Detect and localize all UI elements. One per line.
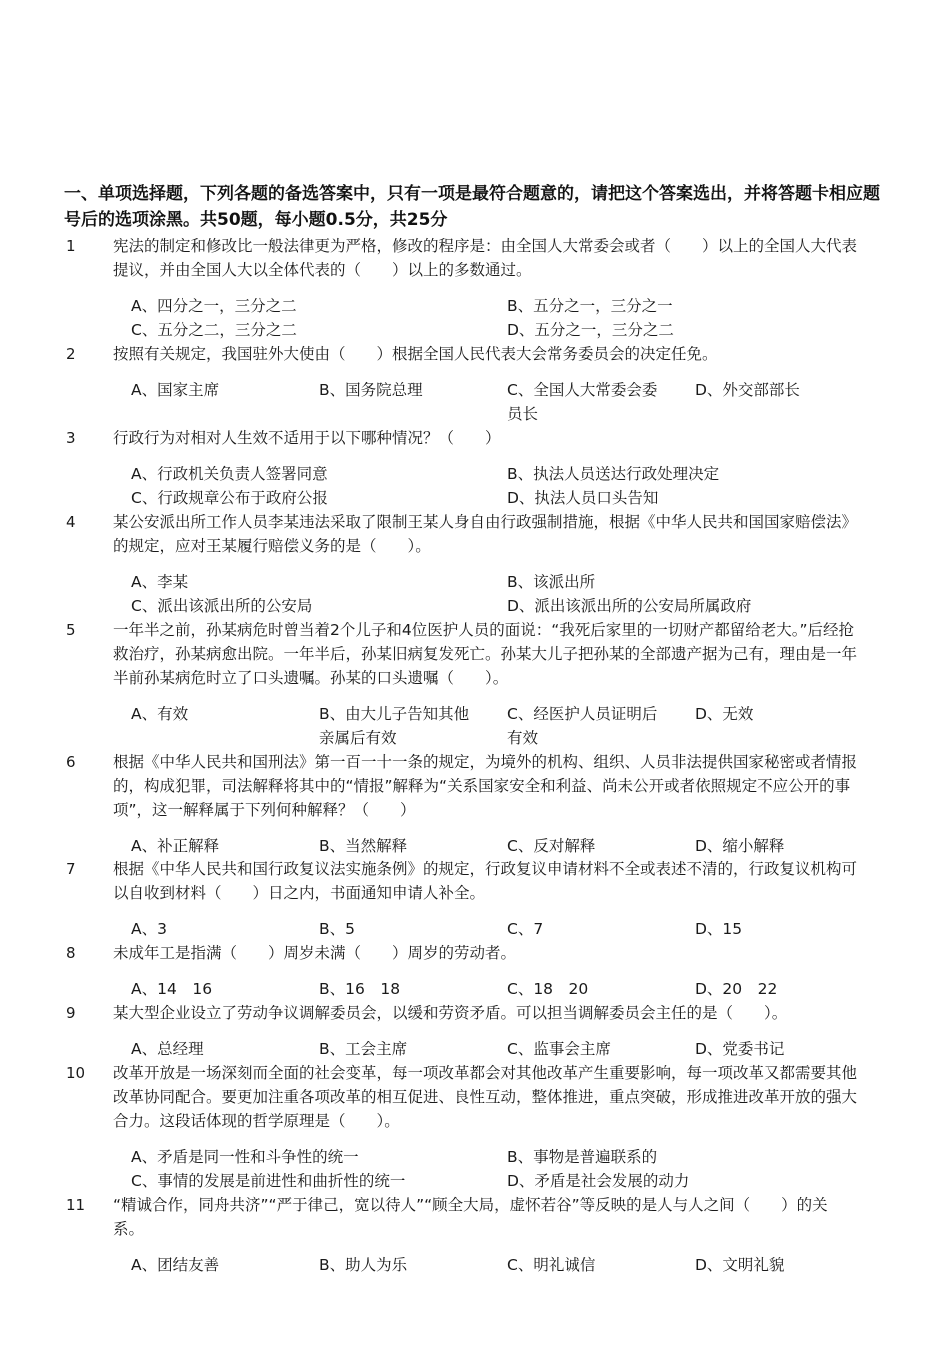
option-d[interactable]: D、15 — [695, 920, 743, 938]
question-number: 9 — [66, 1004, 76, 1022]
option-c[interactable]: C、五分之二，三分之二 — [131, 321, 297, 339]
question-text: “精诚合作，同舟共济”“严于律己，宽以待人”“顾全大局，虚怀若谷”等反映的是人与人之间（ ）的关系。 — [113, 1196, 828, 1238]
option-b[interactable]: B、五分之一，三分之一 — [507, 297, 673, 315]
option-a[interactable]: A、3 — [131, 920, 167, 938]
question-number: 8 — [66, 944, 76, 962]
question-number: 7 — [66, 860, 76, 878]
question-text: 某大型企业设立了劳动争议调解委员会，以缓和劳资矛盾。可以担当调解委员会主任的是（ ）。 — [113, 1004, 788, 1022]
question-number: 6 — [66, 753, 76, 771]
option-d[interactable]: D、派出该派出所的公安局所属政府 — [507, 597, 752, 615]
option-c[interactable]: C、派出该派出所的公安局 — [131, 597, 313, 615]
option-c[interactable]: C、经医护人员证明后有效 — [507, 705, 658, 747]
question-number: 3 — [66, 429, 76, 447]
option-a[interactable]: A、14 16 — [131, 980, 213, 998]
option-c[interactable]: C、反对解释 — [507, 837, 596, 855]
question-number: 10 — [66, 1064, 86, 1082]
option-a[interactable]: A、总经理 — [131, 1040, 204, 1058]
option-b[interactable]: B、工会主席 — [319, 1040, 408, 1058]
question-text: 未成年工是指满（ ）周岁未满（ ）周岁的劳动者。 — [113, 944, 517, 962]
option-c[interactable]: C、18 20 — [507, 980, 589, 998]
option-d[interactable]: D、缩小解释 — [695, 837, 785, 855]
option-c[interactable]: C、行政规章公布于政府公报 — [131, 489, 328, 507]
question-text: 行政行为对相对人生效不适用于以下哪种情况？（ ） — [113, 429, 501, 447]
option-d[interactable]: D、五分之一，三分之二 — [507, 321, 674, 339]
option-a[interactable]: A、行政机关负责人签署同意 — [131, 465, 328, 483]
option-b[interactable]: B、当然解释 — [319, 837, 408, 855]
option-d[interactable]: D、执法人员口头告知 — [507, 489, 659, 507]
question-text: 根据《中华人民共和国刑法》第一百一十一条的规定，为境外的机构、组织、人员非法提供国家秘密或者情报的，构成犯罪，司法解释将其中的“情报”解释为“关系国家安全和利益、尚未公开或者依照规定不应公开的事项”，这一解释属于下列何种解释？（ ） — [113, 753, 858, 819]
option-a[interactable]: A、矛盾是同一性和斗争性的统一 — [131, 1148, 359, 1166]
option-b[interactable]: B、国务院总理 — [319, 381, 423, 399]
option-b[interactable]: B、该派出所 — [507, 573, 596, 591]
question-number: 2 — [66, 345, 76, 363]
question-number: 4 — [66, 513, 76, 531]
option-b[interactable]: B、助人为乐 — [319, 1256, 408, 1274]
option-c[interactable]: C、事情的发展是前进性和曲折性的统一 — [131, 1172, 406, 1190]
option-a[interactable]: A、四分之一，三分之二 — [131, 297, 297, 315]
question-text: 根据《中华人民共和国行政复议法实施条例》的规定，行政复议申请材料不全或表述不清的，行政复议机构可以自收到材料（ ）日之内，书面通知申请人补全。 — [113, 860, 858, 902]
option-b[interactable]: B、16 18 — [319, 980, 401, 998]
option-a[interactable]: A、团结友善 — [131, 1256, 220, 1274]
option-a[interactable]: A、补正解释 — [131, 837, 220, 855]
option-b[interactable]: B、5 — [319, 920, 355, 938]
question-number: 11 — [66, 1196, 86, 1214]
option-c[interactable]: C、全国人大常委会委员长 — [507, 381, 658, 423]
question-text: 改革开放是一场深刻而全面的社会变革，每一项改革都会对其他改革产生重要影响，每一项改革又都需要其他改革协同配合。要更加注重各项改革的相互促进、良性互动，整体推进，重点突破，形成推进改革开放的强大合力。这段话体现的哲学原理是（ ）。 — [113, 1064, 858, 1130]
section-title: 一、单项选择题，下列各题的备选答案中，只有一项是最符合题意的，请把这个答案选出，并将答题卡相应题号后的选项涂黑。共50题，每小题0.5分，共25分 — [64, 184, 880, 230]
option-d[interactable]: D、无效 — [695, 705, 754, 723]
option-d[interactable]: D、20 22 — [695, 980, 778, 998]
option-c[interactable]: C、7 — [507, 920, 544, 938]
option-d[interactable]: D、外交部部长 — [695, 381, 800, 399]
option-c[interactable]: C、明礼诚信 — [507, 1256, 596, 1274]
option-a[interactable]: A、李某 — [131, 573, 189, 591]
option-b[interactable]: B、执法人员送达行政处理决定 — [507, 465, 720, 483]
question-text: 按照有关规定，我国驻外大使由（ ）根据全国人民代表大会常务委员会的决定任免。 — [113, 345, 718, 363]
option-a[interactable]: A、国家主席 — [131, 381, 220, 399]
option-d[interactable]: D、文明礼貌 — [695, 1256, 785, 1274]
question-text: 一年半之前，孙某病危时曾当着2个儿子和4位医护人员的面说：“我死后家里的一切财产都留给老大。”后经抢救治疗，孙某病愈出院。一年半后，孙某旧病复发死亡。孙某大儿子把孙某的全部遗产据为己有，理由是一年半前孙某病危时立了口头遗嘱。孙某的口头遗嘱（ ）。 — [113, 621, 858, 687]
question-number: 5 — [66, 621, 76, 639]
question-number: 1 — [66, 237, 76, 255]
option-b[interactable]: B、由大儿子告知其他亲属后有效 — [319, 705, 470, 747]
option-c[interactable]: C、监事会主席 — [507, 1040, 611, 1058]
question-text: 宪法的制定和修改比一般法律更为严格，修改的程序是：由全国人大常委会或者（ ）以上的全国人大代表提议，并由全国人大以全体代表的（ ）以上的多数通过。 — [113, 237, 858, 279]
option-a[interactable]: A、有效 — [131, 705, 189, 723]
question-text: 某公安派出所工作人员李某违法采取了限制王某人身自由行政强制措施，根据《中华人民共和国国家赔偿法》的规定，应对王某履行赔偿义务的是（ ）。 — [113, 513, 858, 555]
option-d[interactable]: D、党委书记 — [695, 1040, 785, 1058]
option-d[interactable]: D、矛盾是社会发展的动力 — [507, 1172, 690, 1190]
option-b[interactable]: B、事物是普遍联系的 — [507, 1148, 658, 1166]
